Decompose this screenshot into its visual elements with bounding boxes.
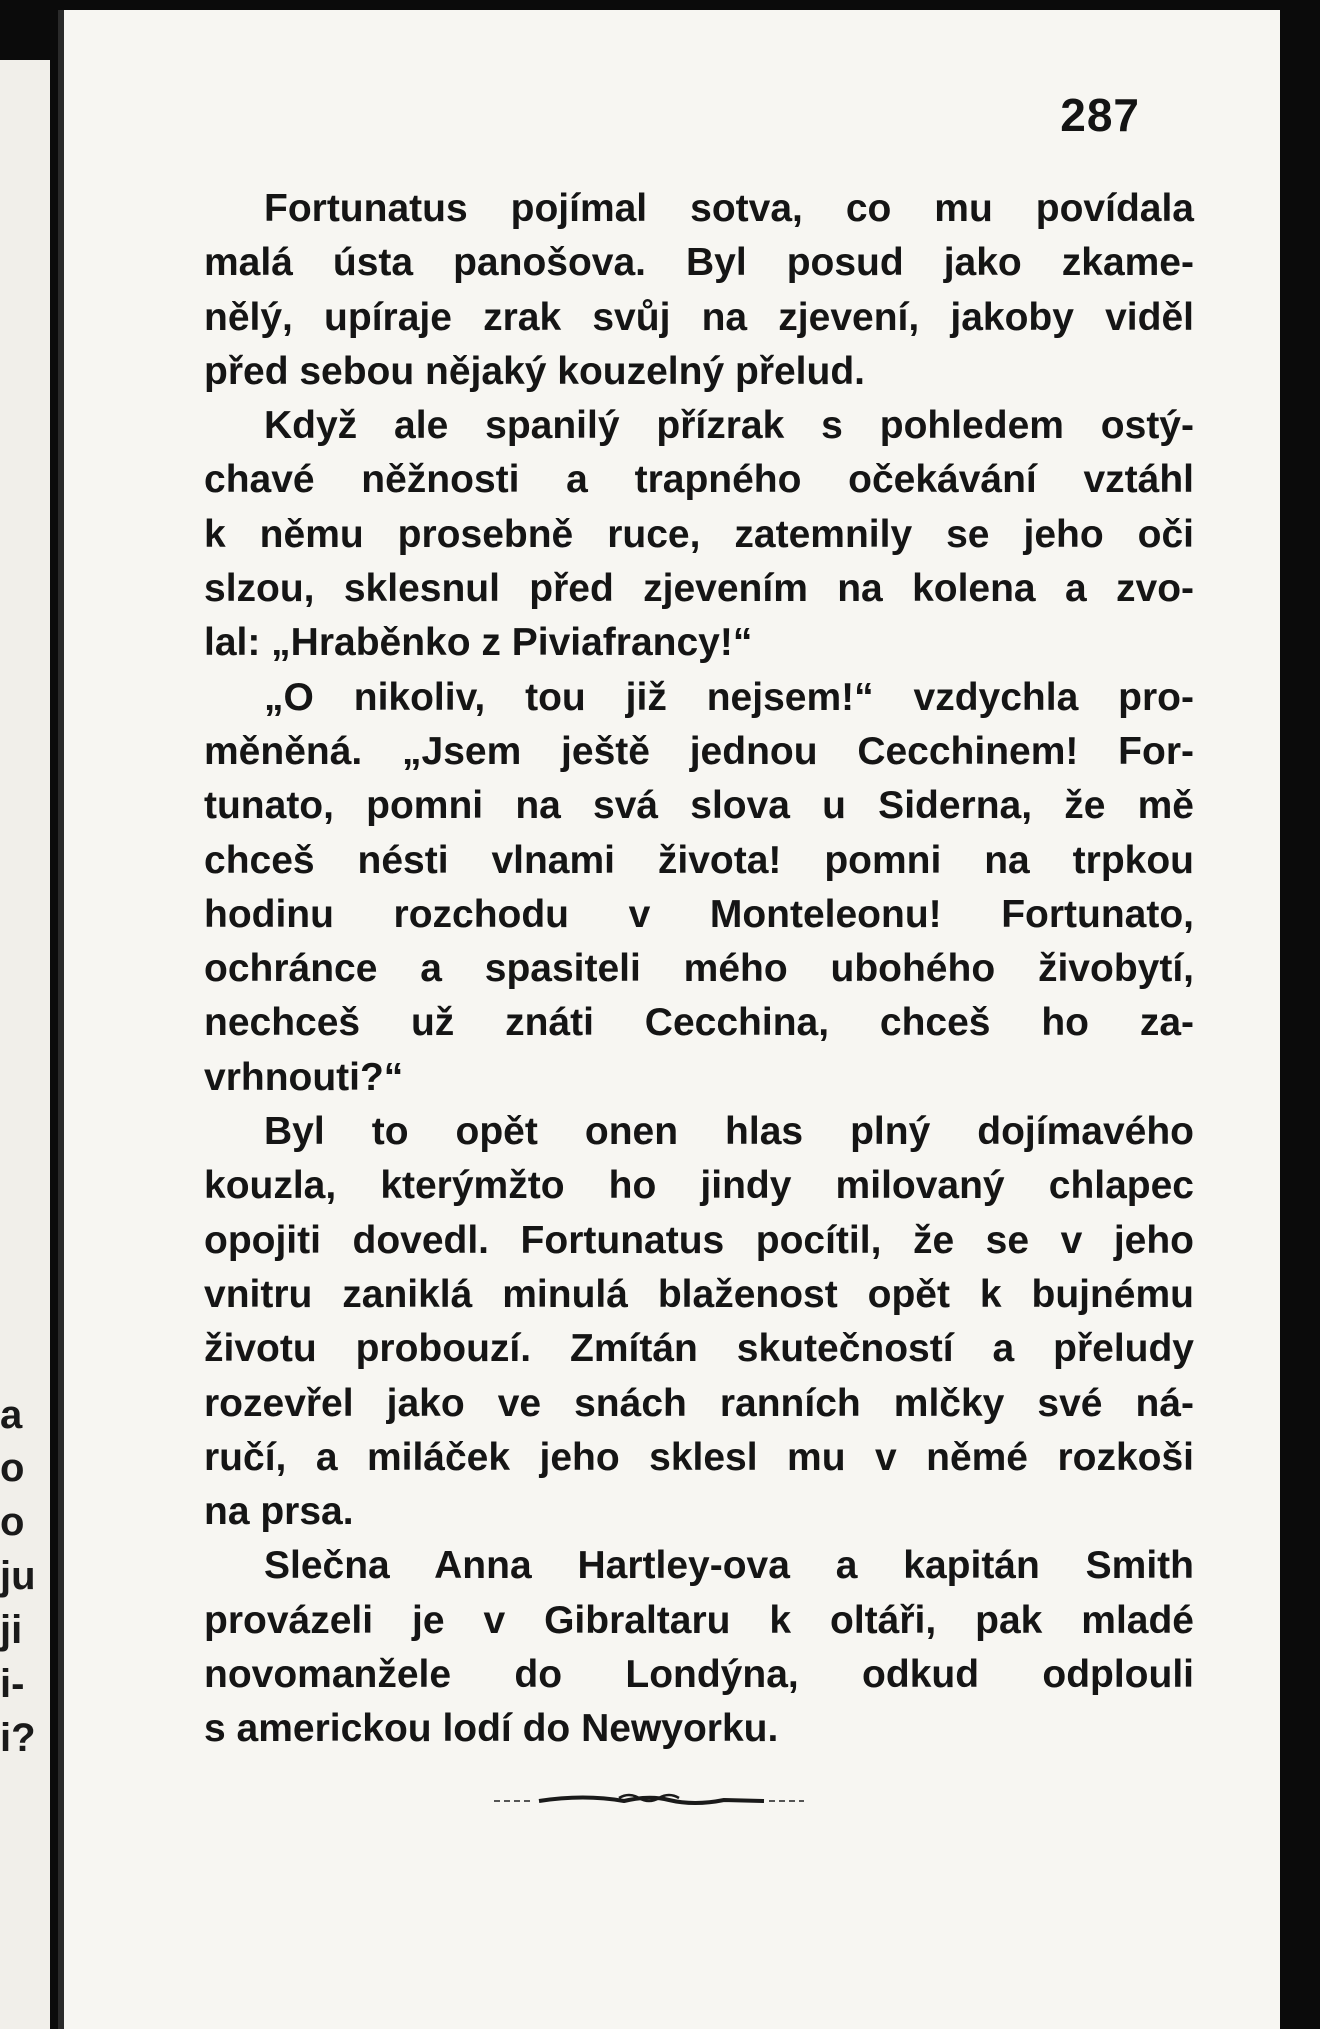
end-ornament-icon — [494, 1792, 804, 1808]
text-line: vrhnouti?“ — [204, 1055, 404, 1099]
text-line: rozevřel jako ve snách ranních mlčky své ná- — [204, 1381, 1194, 1425]
text-line: tunato, pomni na svá slova u Siderna, že mě — [204, 784, 1194, 828]
text-line: k němu prosebně ruce, zatemnily se jeho oči — [204, 512, 1194, 556]
text-line: chceš nésti vlnami života! pomni na trpkou — [204, 838, 1194, 882]
facing-page-fragment: ju — [0, 1554, 36, 1598]
text-line: vnitru zaniklá minulá blaženost opět k bujnému — [204, 1272, 1194, 1316]
text-line: nechceš už znáti Cecchina, chceš ho za- — [204, 1001, 1194, 1045]
facing-page-edge — [0, 60, 50, 2029]
text-line: na prsa. — [204, 1490, 354, 1534]
text-line: „O nikoliv, tou již nejsem!“ vzdychla pro- — [264, 675, 1194, 719]
text-line: Když ale spanilý přízrak s pohledem ostý- — [264, 404, 1194, 448]
text-line: před sebou nějaký kouzelný přelud. — [204, 349, 866, 393]
text-line: provázeli je v Gibraltaru k oltáři, pak mladé — [204, 1598, 1194, 1642]
text-line: Fortunatus pojímal sotva, co mu povídala — [264, 187, 1194, 230]
facing-page-fragment: a — [0, 1393, 23, 1437]
text-line: s americkou lodí do Newyorku. — [204, 1707, 779, 1751]
facing-page-fragment: i? — [0, 1716, 36, 1760]
text-line: kouzla, kterýmžto ho jindy milovaný chlapec — [204, 1164, 1194, 1208]
text-line: chavé něžnosti a trapného očekávání vztáhl — [204, 458, 1194, 502]
book-page — [58, 10, 1280, 2029]
text-line: opojiti dovedl. Fortunatus pocítil, že se v jeho — [204, 1218, 1194, 1262]
facing-page-fragment: o — [0, 1446, 25, 1490]
text-line: měněná. „Jsem ještě jednou Cecchinem! For- — [204, 729, 1194, 773]
text-line: malá ústa panošova. Byl posud jako zkame- — [204, 241, 1194, 285]
facing-page-fragment: ji — [0, 1608, 23, 1652]
text-line: životu probouzí. Zmítán skutečností a přeludy — [204, 1327, 1194, 1371]
body-text — [204, 182, 1194, 1757]
text-line: ručí, a miláček jeho sklesl mu v němé rozkoši — [204, 1435, 1194, 1479]
text-line: Byl to opět onen hlas plný dojímavého — [264, 1110, 1194, 1154]
page-number: 287 — [1060, 89, 1140, 141]
text-line: nělý, upíraje zrak svůj na zjevení, jakoby viděl — [204, 295, 1194, 339]
text-line: ochránce a spasiteli mého ubohého živobytí, — [204, 947, 1194, 991]
text-line: lal: „Hraběnko z Piviafrancy!“ — [204, 621, 753, 665]
text-line: slzou, sklesnul před zjevením na kolena a zvo- — [204, 567, 1194, 611]
text-line: Slečna Anna Hartley-ova a kapitán Smith — [264, 1544, 1194, 1588]
text-line: novomanžele do Londýna, odkud odplouli — [204, 1653, 1194, 1697]
facing-page-fragment: i- — [0, 1662, 25, 1706]
text-line: hodinu rozchodu v Monteleonu! Fortunato, — [204, 892, 1194, 936]
facing-page-fragment: o — [0, 1500, 25, 1544]
